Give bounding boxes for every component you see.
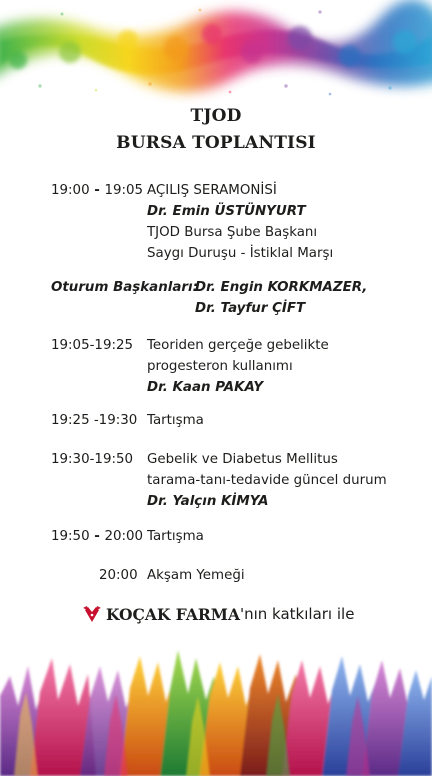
session-time bbox=[51, 180, 143, 201]
session-speaker: Dr. Yalçın KİMYA bbox=[147, 494, 269, 509]
time-start: 19:00 bbox=[51, 183, 90, 198]
ceremony-note: Saygı Duruşu - İstiklal Marşı bbox=[147, 246, 334, 261]
sponsor-brand: KOÇAK FARMA bbox=[106, 604, 240, 624]
session-time: 19:30-19:50 bbox=[51, 452, 134, 467]
kocak-farma-logo-icon bbox=[82, 604, 102, 624]
time-end: 19:05 bbox=[104, 183, 144, 198]
bottom-color-splash bbox=[0, 636, 432, 776]
chair-name-2: Dr. Tayfur ÇİFT bbox=[195, 301, 306, 316]
event-title-line1: TJOD bbox=[190, 106, 242, 126]
session-title-line1: Teoriden gerçeğe gebelikte bbox=[147, 338, 329, 353]
time-start: 19:50 bbox=[51, 529, 90, 544]
session-speaker: Dr. Emin ÜSTÜNYURT bbox=[147, 204, 306, 219]
sponsor-line bbox=[82, 604, 354, 624]
session-time bbox=[51, 526, 143, 547]
session-time: 19:05-19:25 bbox=[51, 338, 134, 353]
session-title-line1: Gebelik ve Diabetus Mellitus bbox=[147, 452, 338, 467]
session-title: AÇILIŞ SERAMONİSİ bbox=[147, 183, 277, 198]
chair-name-1: Dr. Engin KORKMAZER, bbox=[195, 280, 368, 295]
session-title: Tartışma bbox=[147, 529, 204, 544]
time-separator: - bbox=[89, 529, 105, 544]
session-time: 19:25 -19:30 bbox=[51, 413, 138, 428]
session-time: 20:00 bbox=[99, 568, 138, 583]
time-separator: - bbox=[89, 183, 105, 198]
session-title: Akşam Yemeği bbox=[147, 568, 245, 583]
top-color-splash bbox=[0, 0, 432, 110]
time-end: 20:00 bbox=[104, 529, 144, 544]
speaker-role: TJOD Bursa Şube Başkanı bbox=[147, 225, 318, 240]
session-title-line2: progesteron kullanımı bbox=[147, 359, 293, 374]
sponsor-suffix: 'nın katkıları ile bbox=[239, 605, 355, 623]
session-title-line2: tarama-tanı-tedavide güncel durum bbox=[147, 473, 387, 488]
event-title-line2: BURSA TOPLANTISI bbox=[116, 133, 316, 153]
session-title: Tartışma bbox=[147, 413, 204, 428]
session-speaker: Dr. Kaan PAKAY bbox=[147, 380, 264, 395]
chairs-label: Oturum Başkanları: bbox=[51, 280, 198, 295]
